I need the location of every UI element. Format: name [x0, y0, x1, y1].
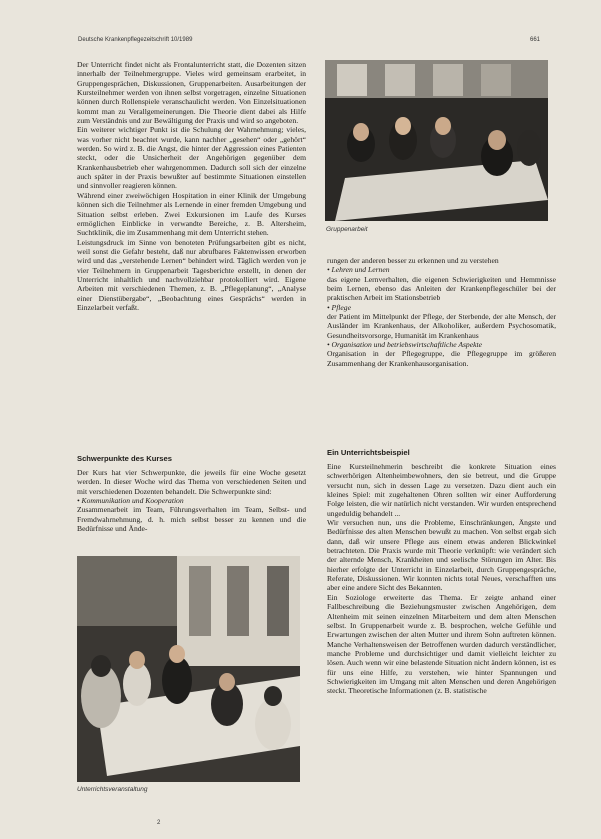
paragraph: rungen der anderen besser zu erkennen und zu verstehen	[327, 256, 499, 265]
classroom-photo	[77, 556, 300, 782]
bullet-title: • Organisation und betriebswirtschaftliche Aspekte	[327, 340, 482, 350]
bullet-title: • Pflege	[327, 302, 351, 312]
photo-caption: Unterrichtsveranstaltung	[77, 786, 148, 793]
paragraph: Ein Soziologe erweiterte das Thema. Er zeigte anhand einer Fallbeschreibung die Beziehungsmuster zwischen Angehörigen, dem Altenheim mit seinen einzelnen Mitarbeitern und dem alten Menschen selbst. In Gruppenarbeit wurde z. B. besprochen, welche Gefühle und Erwartungen zwischen der alten Mutter und ihrem Sohn auftreten können. Manche Verhaltensweisen der Betroffenen wurden dadurch verständlicher, manche Probleme und durchsichtiger und damit vielleicht leichter zu lösen. Auch wenn wir eine belastende Situation nicht ändern können, ist es für uns eine Hilfe, zu verstehen, wie hinter Spannungen und Schwierigkeiten im Umgang mit alten Menschen und deren Angehörigen steckt. Theoretische Informationen (z. B. statistische	[327, 592, 556, 696]
photo-caption: Gruppenarbeit	[326, 226, 368, 233]
paragraph: Der Kurs hat vier Schwerpunkte, die jeweils für eine Woche gesetzt werden. In dieser Woche wird das Thema von verschiedenen Seiten und mit verschiedenen Dozenten behandelt. Die Schwerpunkte sind:	[77, 468, 306, 496]
photo-illustration	[77, 556, 300, 782]
left-column-text	[77, 60, 306, 312]
header-page-number: 661	[529, 37, 540, 43]
paragraph: der Patient im Mittelpunkt der Pflege, der Sterbende, der alte Mensch, der Ausländer im Krankenhaus, der Alkoholiker, außerdem Psychosomatik, Gesundheitsvorsorge, Humanität im Krankenhaus	[327, 312, 556, 340]
paragraph: Der Unterricht findet nicht als Frontalunterricht statt, die Dozenten sitzen innerhalb der Teilnehmergruppe. Vieles wird gemeinsam erarbeitet, in Gruppengesprächen, Diskussionen, Gruppenarbeiten. Ausarbeitungen der Kursteilnehmer werden von ihnen selbst vorgetragen, einzelne Situationen können durch Rollenspiele veranschaulicht werden. Von Einzelsituationen kommt man zu Verallgemeinerungen. Die Theorie dient dabei als Hilfe zum Verständnis und zur Bewältigung der Praxis und wird so angeboten.	[77, 60, 306, 126]
paragraph: Leistungsdruck im Sinne von benoteten Prüfungsarbeiten gibt es nicht, weil sonst die Gefahr besteht, daß nur abrufbares Faktenwissen erworben wird und das „verstehende Lernen“ behindert wird. Täglich werden von je vier Teilnehmern in Gruppenarbeit Tagesberichte erstellt, in denen der Unterricht inhaltlich und nachvollziehbar protokolliert wird. Eigene Arbeiten mit verschiedenen Themen, z. B. „Pflegeplanung“, „Analyse einer Dienstübergabe“, „Beobachtung eines Gesprächs“ werden in Einzelarbeit verfaßt.	[77, 237, 306, 312]
bullet-title: • Kommunikation und Kooperation	[77, 496, 184, 506]
paragraph: Während einer zweiwöchigen Hospitation in einer Klinik der Umgebung können sich die Teilnehmer als Lernende in einer fremden Umgebung und Situation selbst erleben. Zwei Exkursionen im Laufe des Kurses ermöglichen Einblicke in verwandte Bereiche, z. B. Altersheim, Suchtklinik, die im Zusammenhang mit dem Unterricht stehen.	[77, 190, 306, 238]
section-text	[327, 462, 556, 696]
paragraph: Organisation in der Pflegegruppe, die Pflegegruppe im größeren Zusammenhang der Krankenhausorganisation.	[327, 349, 556, 368]
section-text	[77, 468, 306, 533]
paragraph: Eine Kursteilnehmerin beschreibt die konkrete Situation eines schwerhörigen Altenheimbewohners, den sie betreut, und die Gruppe versucht nun, sich in dessen Lage zu versetzen. Dazu dient auch ein kleines Spiel: mit zugehaltenen Ohren sollten wir einer Aufforderung Folge leisten, die wir natürlich nicht verstanden. Wir wurden entsprechend ungeduldig behandelt ...	[327, 462, 556, 518]
right-column-text	[327, 256, 556, 368]
section-heading: Schwerpunkte des Kurses	[77, 454, 172, 463]
paragraph: das eigene Lernverhalten, die eigenen Schwierigkeiten und Hemmnisse beim Lernen, ebenso das Anleiten der Krankenpflegeschüler bei der praktischen Arbeit im Stationsbetrieb	[327, 274, 556, 303]
section-heading: Ein Unterrichtsbeispiel	[327, 448, 410, 457]
journal-title: Deutsche Krankenpflegezeitschrift 10/1989	[78, 37, 193, 43]
group-work-photo	[325, 60, 548, 221]
page-number: 2	[157, 820, 161, 826]
paragraph: Wir versuchen nun, uns die Probleme, Einschränkungen, Ängste und Bedürfnisse des alten Menschen bewußt zu machen. Von selbst ergab sich dann, daß wir unsere Pflege aus einem etwas anderen Blickwinkel betrachteten. Die Praxis wurde mit Theorie verknüpft: wie verändert sich der alternde Mensch, Krankheiten und seelische Störungen im Alter. Bis hierher erfolgte der Unterricht in Einzelarbeit, durch Gruppengespräche, Referate, Diskussionen. Wir konnten nichts total Neues, verschafften uns aber eine andere Sicht des Bekannten.	[327, 518, 556, 593]
paragraph: Zusammenarbeit im Team, Führungsverhalten im Team, Selbst- und Fremdwahrnehmung, d. h. mich selbst besser zu kennen und die Bedürfnisse und Ände-	[77, 505, 306, 534]
running-head	[78, 37, 540, 43]
bullet-title: • Lehren und Lernen	[327, 265, 390, 275]
paragraph: Ein weiterer wichtiger Punkt ist die Schulung der Wahrnehmung; vieles, was vorher nicht beachtet wurde, kann nachher „gesehen“ oder „gehört“ werden. So wird z. B. die Angst, die hinter der Aggression eines Patienten steckt, oder die Unsicherheit der Angehörigen gegenüber dem Krankenhausbetrieb eher wahrgenommen. Dadurch soll sich der einzelne auch später in der Praxis bewußter auf bestimmte Situationen einstellen und sinnvoller reagieren können.	[77, 125, 306, 191]
photo-illustration	[325, 60, 548, 221]
